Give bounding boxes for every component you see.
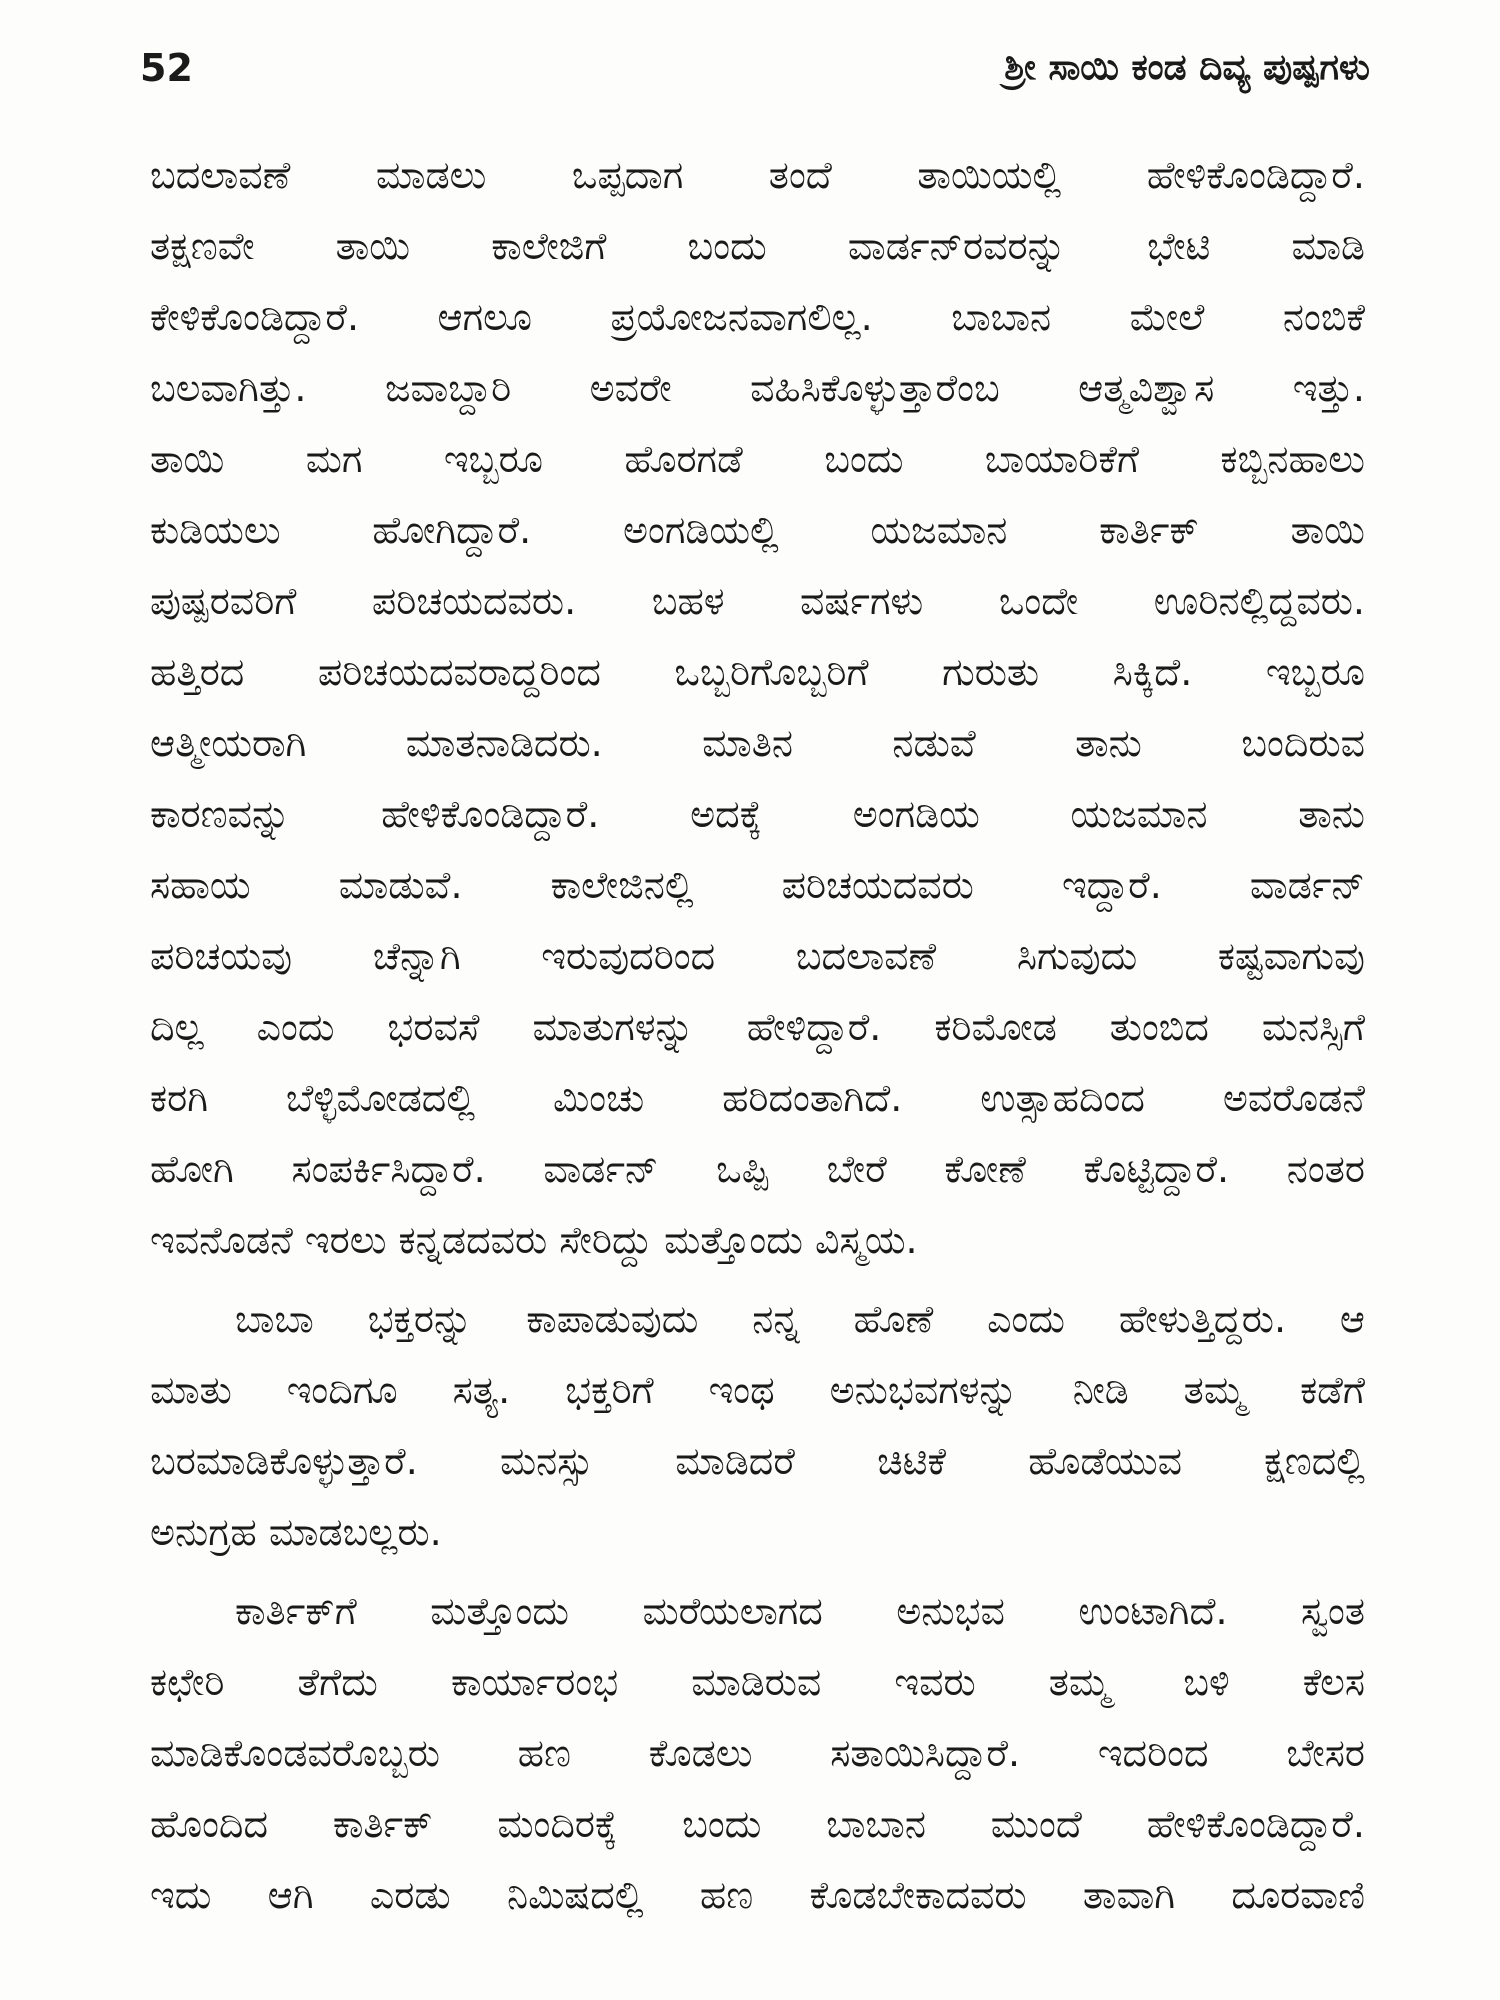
text-line: ಮಾತು ಇಂದಿಗೂ ಸತ್ಯ. ಭಕ್ತರಿಗೆ ಇಂಥ ಅನುಭವಗಳನ್ನು ನೀಡಿ ತಮ್ಮ ಕಡೆಗೆ <box>150 1368 1365 1412</box>
text-line: ದಿಲ್ಲ ಎಂದು ಭರವಸೆ ಮಾತುಗಳನ್ನು ಹೇಳಿದ್ದಾರೆ. ಕರಿಮೋಡ ತುಂಬಿದ ಮನಸ್ಸಿಗೆ <box>150 1005 1365 1049</box>
text-line: ತಾಯಿ ಮಗ ಇಬ್ಬರೂ ಹೊರಗಡೆ ಬಂದು ಬಾಯಾರಿಕೆಗೆ ಕಬ್ಬಿನಹಾಲು <box>150 437 1365 481</box>
text-line: ಅನುಗ್ರಹ ಮಾಡಬಲ್ಲರು. <box>150 1510 442 1554</box>
text-line: ತಕ್ಷಣವೇ ತಾಯಿ ಕಾಲೇಜಿಗೆ ಬಂದು ವಾರ್ಡನ್‌ರವರನ್ನು ಭೇಟಿ ಮಾಡಿ <box>150 224 1365 268</box>
text-line: ಕಛೇರಿ ತೆಗೆದು ಕಾರ್ಯಾರಂಭ ಮಾಡಿರುವ ಇವರು ತಮ್ಮ ಬಳಿ ಕೆಲಸ <box>150 1660 1365 1704</box>
text-line: ಹತ್ತಿರದ ಪರಿಚಯದವರಾದ್ದರಿಂದ ಒಬ್ಬರಿಗೊಬ್ಬರಿಗೆ ಗುರುತು ಸಿಕ್ಕಿದೆ. ಇಬ್ಬರೂ <box>150 650 1365 694</box>
text-line: ಬಲವಾಗಿತ್ತು. ಜವಾಬ್ದಾರಿ ಅವರೇ ವಹಿಸಿಕೊಳ್ಳುತ್ತಾರೆಂಬ ಆತ್ಮವಿಶ್ವಾಸ ಇತ್ತು. <box>150 366 1365 410</box>
page-header <box>140 28 1370 108</box>
paragraph-gap <box>150 1568 1365 1576</box>
paragraph-3 <box>150 1576 1365 1931</box>
text-line: ಹೋಗಿ ಸಂಪರ್ಕಿಸಿದ್ದಾರೆ. ವಾರ್ಡನ್ ಒಪ್ಪಿ ಬೇರೆ ಕೋಣೆ ಕೊಟ್ಟಿದ್ದಾರೆ. ನಂತರ <box>150 1147 1365 1191</box>
text-line: ಬಾಬಾ ಭಕ್ತರನ್ನು ಕಾಪಾಡುವುದು ನನ್ನ ಹೊಣೆ ಎಂದು ಹೇಳುತ್ತಿದ್ದರು. ಆ <box>235 1297 1365 1341</box>
text-line: ಕಾರ್ತಿಕ್‌ಗೆ ಮತ್ತೊಂದು ಮರೆಯಲಾಗದ ಅನುಭವ ಉಂಟಾಗಿದೆ. ಸ್ವಂತ <box>235 1589 1365 1633</box>
paragraph-1 <box>150 140 1365 1276</box>
running-title: ಶ್ರೀ ಸಾಯಿ ಕಂಡ ದಿವ್ಯ ಪುಷ್ಪಗಳು <box>1004 47 1370 88</box>
page-number: 52 <box>140 46 193 90</box>
text-line: ಮಾಡಿಕೊಂಡವರೊಬ್ಬರು ಹಣ ಕೊಡಲು ಸತಾಯಿಸಿದ್ದಾರೆ. ಇದರಿಂದ ಬೇಸರ <box>150 1731 1365 1775</box>
text-line: ಕೇಳಿಕೊಂಡಿದ್ದಾರೆ. ಆಗಲೂ ಪ್ರಯೋಜನವಾಗಲಿಲ್ಲ. ಬಾಬಾನ ಮೇಲೆ ನಂಬಿಕೆ <box>150 295 1365 339</box>
text-line: ಕಾರಣವನ್ನು ಹೇಳಿಕೊಂಡಿದ್ದಾರೆ. ಅದಕ್ಕೆ ಅಂಗಡಿಯ ಯಜಮಾನ ತಾನು <box>150 792 1365 836</box>
text-line: ಕರಗಿ ಬೆಳ್ಳಿಮೋಡದಲ್ಲಿ ಮಿಂಚು ಹರಿದಂತಾಗಿದೆ. ಉತ್ಸಾಹದಿಂದ ಅವರೊಡನೆ <box>150 1076 1365 1120</box>
text-line: ಪರಿಚಯವು ಚೆನ್ನಾಗಿ ಇರುವುದರಿಂದ ಬದಲಾವಣೆ ಸಿಗುವುದು ಕಷ್ಟವಾಗುವು <box>150 934 1365 978</box>
text-line: ಸಹಾಯ ಮಾಡುವೆ. ಕಾಲೇಜಿನಲ್ಲಿ ಪರಿಚಯದವರು ಇದ್ದಾರೆ. ವಾರ್ಡನ್ <box>150 863 1365 907</box>
paragraph-2 <box>150 1284 1365 1568</box>
text-line: ಪುಷ್ಪರವರಿಗೆ ಪರಿಚಯದವರು. ಬಹಳ ವರ್ಷಗಳು ಒಂದೇ ಊರಿನಲ್ಲಿದ್ದವರು. <box>150 579 1365 623</box>
text-line: ಆತ್ಮೀಯರಾಗಿ ಮಾತನಾಡಿದರು. ಮಾತಿನ ನಡುವೆ ತಾನು ಬಂದಿರುವ <box>150 721 1365 765</box>
text-line: ಕುಡಿಯಲು ಹೋಗಿದ್ದಾರೆ. ಅಂಗಡಿಯಲ್ಲಿ ಯಜಮಾನ ಕಾರ್ತಿಕ್ ತಾಯಿ <box>150 508 1365 552</box>
text-line: ಬದಲಾವಣೆ ಮಾಡಲು ಒಪ್ಪದಾಗ ತಂದೆ ತಾಯಿಯಲ್ಲಿ ಹೇಳಿಕೊಂಡಿದ್ದಾರೆ. <box>150 153 1365 197</box>
paragraph-gap <box>150 1276 1365 1284</box>
text-line: ಹೊಂದಿದ ಕಾರ್ತಿಕ್ ಮಂದಿರಕ್ಕೆ ಬಂದು ಬಾಬಾನ ಮುಂದೆ ಹೇಳಿಕೊಂಡಿದ್ದಾರೆ. <box>150 1802 1365 1846</box>
text-line: ಬರಮಾಡಿಕೊಳ್ಳುತ್ತಾರೆ. ಮನಸ್ಸು ಮಾಡಿದರೆ ಚಿಟಿಕೆ ಹೊಡೆಯುವ ಕ್ಷಣದಲ್ಲಿ <box>150 1439 1365 1483</box>
body-text <box>150 140 1365 1931</box>
text-line: ಇದು ಆಗಿ ಎರಡು ನಿಮಿಷದಲ್ಲಿ ಹಣ ಕೊಡಬೇಕಾದವರು ತಾವಾಗಿ ದೂರವಾಣಿ <box>150 1873 1365 1917</box>
text-line: ಇವನೊಡನೆ ಇರಲು ಕನ್ನಡದವರು ಸೇರಿದ್ದು ಮತ್ತೊಂದು ವಿಸ್ಮಯ. <box>150 1218 918 1262</box>
